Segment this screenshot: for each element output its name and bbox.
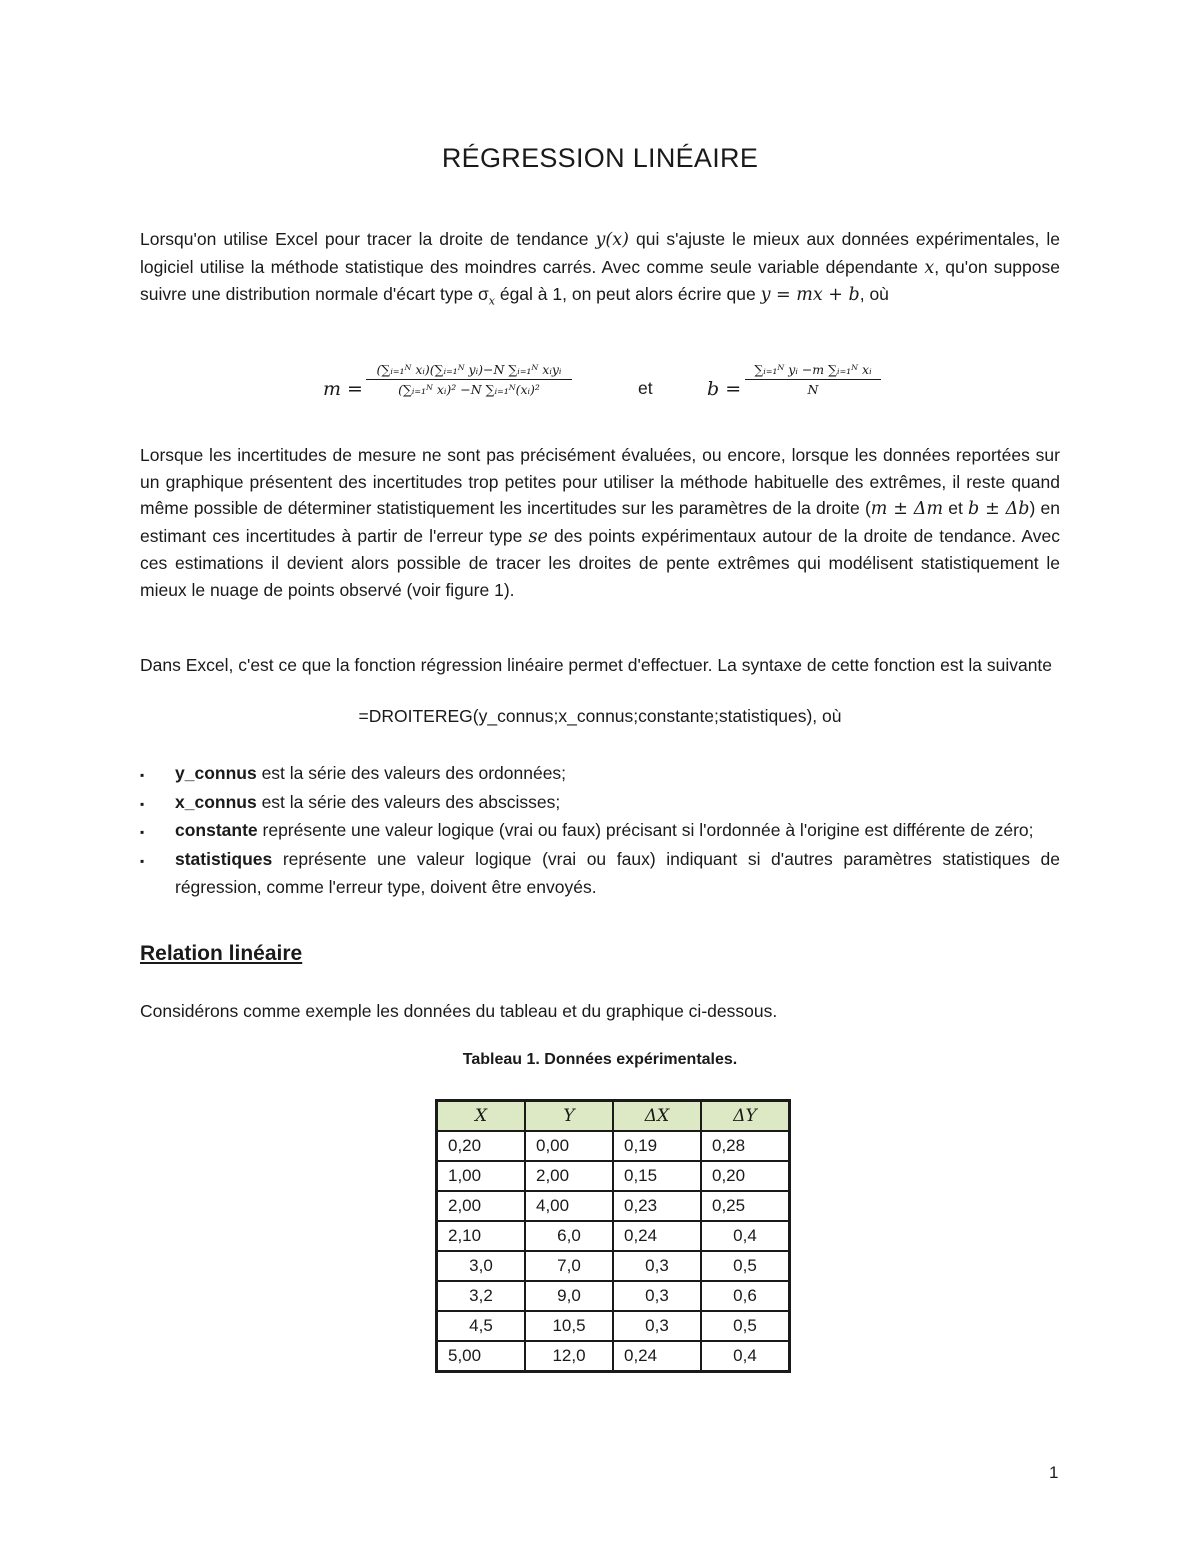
droitereg-syntax: =DROITEREG(y_connus;x_connus;constante;statistiques), où (358, 706, 842, 726)
table-cell: 1,00 (437, 1161, 526, 1191)
table-cell: 6,0 (525, 1221, 613, 1251)
column-header: ΔX (613, 1101, 701, 1132)
table-cell: 0,19 (613, 1131, 701, 1161)
conjunction-et: et (638, 378, 653, 398)
table-cell: 4,00 (525, 1191, 613, 1221)
section-heading: Relation linéaire (140, 942, 303, 965)
table-cell: 0,3 (613, 1281, 701, 1311)
table-cell: 5,00 (437, 1341, 526, 1372)
table-cell: 12,0 (525, 1341, 613, 1372)
table-cell: 0,4 (701, 1341, 790, 1372)
table-row (437, 1221, 790, 1251)
table-row (437, 1191, 790, 1221)
table-cell: 0,24 (613, 1341, 701, 1372)
table-cell: 0,3 (613, 1251, 701, 1281)
page-number: 1 (1049, 1463, 1059, 1482)
slope-denominator: (∑ᵢ₌₁ᴺ xᵢ)² −N ∑ᵢ₌₁ᴺ(xᵢ)² (398, 382, 540, 397)
bullet-icon: ▪ (140, 853, 145, 868)
table-cell: 0,28 (701, 1131, 790, 1161)
table-cell: 10,5 (525, 1311, 613, 1341)
table-cell: 0,3 (613, 1311, 701, 1341)
intercept-numerator: ∑ᵢ₌₁ᴺ yᵢ −m ∑ᵢ₌₁ᴺ xᵢ (745, 362, 881, 380)
table-row (437, 1251, 790, 1281)
intercept-denominator: N (807, 382, 819, 397)
table-cell: 0,00 (525, 1131, 613, 1161)
table-cell: 0,20 (437, 1131, 526, 1161)
table-caption: Tableau 1. Données expérimentales. (462, 1051, 738, 1068)
table-header-row (437, 1101, 790, 1132)
intro-paragraph: Lorsqu'on utilise Excel pour tracer la droite de tendance y(x) qui s'ajuste le mieux aux données expérimentales, le logiciel utilise la méthode statistique des moindres carrés. Avec comme seule variable dépendante x, qu'on suppose suivre une distribution normale d'écart type $\sigma_x$ égal à 1, on peut alors écrire que y = mx + b, où (140, 229, 1060, 308)
data-table (435, 1099, 791, 1373)
table-cell: 3,2 (437, 1281, 526, 1311)
table-cell: 0,15 (613, 1161, 701, 1191)
table-row (437, 1281, 790, 1311)
table-cell: 0,20 (701, 1161, 790, 1191)
regression-formulas (0, 356, 1200, 420)
table-row (437, 1341, 790, 1372)
table-cell: 0,4 (701, 1221, 790, 1251)
table-cell: 7,0 (525, 1251, 613, 1281)
slope-numerator: (∑ᵢ₌₁ᴺ xᵢ)(∑ᵢ₌₁ᴺ yᵢ)−N ∑ᵢ₌₁ᴺ xᵢyᵢ (366, 362, 572, 380)
list-item: ▪ y_connus est la série des valeurs des ordonnées; (140, 760, 1060, 789)
table-row (437, 1131, 790, 1161)
list-item: ▪ statistiques représente une valeur logique (vrai ou faux) indiquant si d'autres paramètres statistiques de régression, comme l'erreur type, doivent être envoyés. (140, 848, 1060, 897)
table-cell: 4,5 (437, 1311, 526, 1341)
slope-fraction (366, 362, 572, 397)
table-cell: 2,00 (437, 1191, 526, 1221)
bullet-icon: ▪ (140, 768, 145, 782)
example-paragraph: Considérons comme exemple les données du tableau et du graphique ci-dessous. (140, 1001, 778, 1021)
bullet-icon: ▪ (140, 796, 145, 811)
table-cell: 0,23 (613, 1191, 701, 1221)
list-item: ▪ constante représente une valeur logique (vrai ou faux) précisant si l'ordonnée à l'origine est différente de zéro; (140, 817, 1060, 846)
intercept-formula-lhs: b = (707, 378, 742, 400)
document-title: RÉGRESSION LINÉAIRE (441, 143, 759, 173)
column-header: Y (525, 1101, 613, 1132)
excel-paragraph: Dans Excel, c'est ce que la fonction régression linéaire permet d'effectuer. La syntaxe de cette fonction est la suivante (140, 655, 1053, 675)
column-header: X (437, 1101, 526, 1132)
table-cell: 9,0 (525, 1281, 613, 1311)
table-cell: 0,6 (701, 1281, 790, 1311)
table-cell: 0,5 (701, 1311, 790, 1341)
slope-formula-lhs: m = (323, 378, 363, 400)
table-cell: 0,24 (613, 1221, 701, 1251)
intercept-fraction (745, 362, 881, 397)
bullet-icon: ▪ (140, 825, 145, 839)
column-header: ΔY (701, 1101, 790, 1132)
uncertainty-paragraph: Lorsque les incertitudes de mesure ne sont pas précisément évaluées, ou encore, lorsque les données reportées sur un graphique présentent des incertitudes trop petites pour utiliser la méthode habituelle des extrêmes, il reste quand même possible de déterminer statistiquement les incertitudes sur les paramètres de la droite (m ± Δm et b ± Δb) en estimant ces incertitudes à partir de l'erreur type se des points expérimentaux autour de la droite de tendance. Avec ces estimations il devient alors possible de tracer les droites de pente extrêmes qui modélisent statistiquement le mieux le nuage de points observé (voir figure 1). (140, 445, 1060, 600)
list-item: ▪ x_connus est la série des valeurs des abscisses; (140, 789, 1060, 818)
parameter-list (140, 760, 1060, 901)
table-cell: 3,0 (437, 1251, 526, 1281)
table-cell: 2,00 (525, 1161, 613, 1191)
table-row (437, 1161, 790, 1191)
table-cell: 0,25 (701, 1191, 790, 1221)
table-cell: 0,5 (701, 1251, 790, 1281)
table-row (437, 1311, 790, 1341)
table-cell: 2,10 (437, 1221, 526, 1251)
